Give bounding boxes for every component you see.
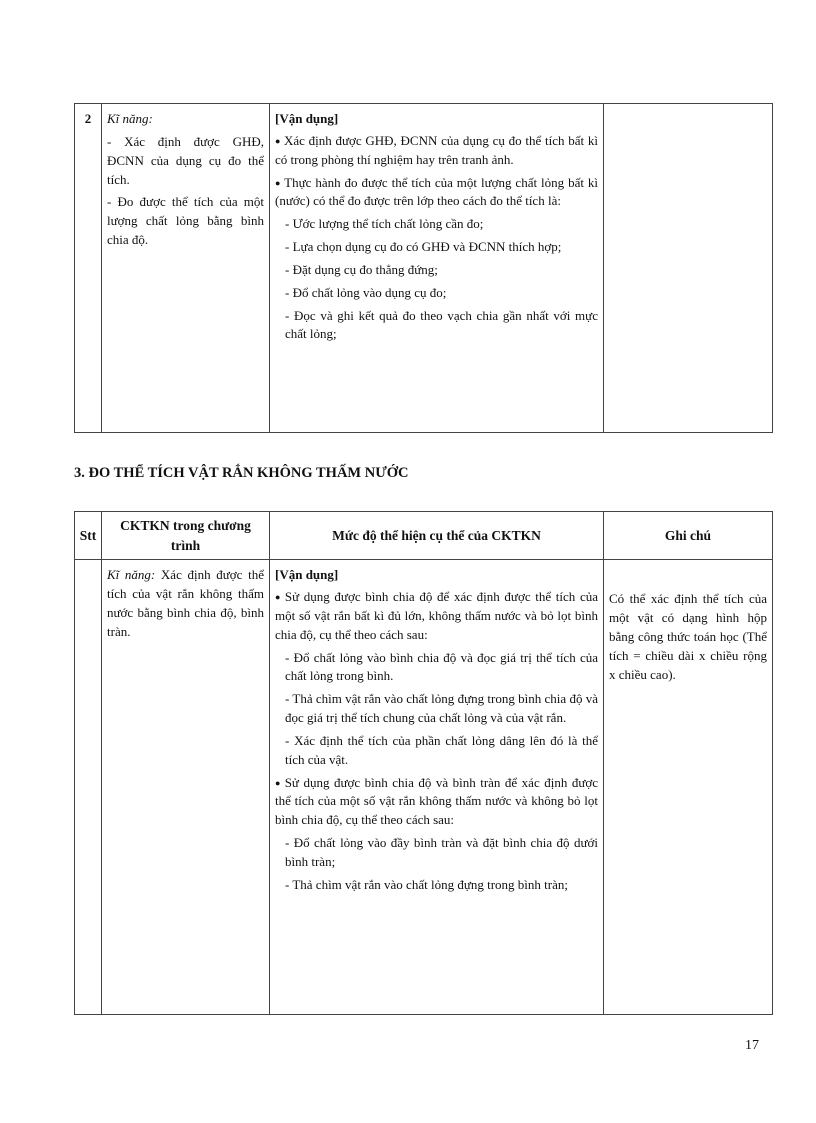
skill-text: Xác định được thể tích của vật rắn không thấm nước bằng bình chia độ, bình tràn. <box>107 567 264 639</box>
level-cell <box>270 104 604 433</box>
step-item: - Ước lượng thể tích chất lỏng cần đo; <box>285 216 484 232</box>
skill-item: - Xác định được GHĐ, ĐCNN của dụng cụ đo thể tích. <box>107 133 264 187</box>
column-header-level: Mức độ thể hiện cụ thể của CKTKN <box>270 512 604 560</box>
bullet-item: ● Sử dụng được bình chia độ và bình tràn để xác định được thể tích của một số vật rắn không thấm nước và không bỏ lọt bình chia độ, cụ thể theo cách sau: <box>275 774 598 831</box>
step-item: - Đọc và ghi kết quả đo theo vạch chia gần nhất với mực chất lỏng; <box>285 307 598 342</box>
page-number: 17 <box>745 1038 759 1053</box>
skill-title: Kĩ năng: <box>107 567 156 583</box>
skill-title: Kĩ năng: <box>107 111 153 126</box>
bullet-item: ● Sử dụng được bình chia độ để xác định được thể tích của một số vật rắn bất kì đủ lớn, không thấm nước và bỏ lọt bình chia độ, cụ thể theo cách sau: <box>275 588 598 645</box>
stt-cell <box>75 560 102 1015</box>
skills-table-2 <box>74 511 773 1015</box>
level-cell <box>270 560 604 1015</box>
section-heading: 3. ĐO THỂ TÍCH VẬT RẮN KHÔNG THẤM NƯỚC <box>74 465 409 481</box>
table-row <box>75 560 773 1015</box>
bullet-item: ● Thực hành đo được thể tích của một lượng chất lỏng bất kì (nước) có thể đo được trên lớp theo cách đo thể tích là: <box>275 174 598 212</box>
step-item: - Đặt dụng cụ đo thẳng đứng; <box>285 261 438 277</box>
bullet-item: ● Xác định được GHĐ, ĐCNN của dụng cụ đo thể tích bất kì có trong phòng thí nghiệm hay trên tranh ảnh. <box>275 132 598 170</box>
ckktn-cell <box>102 560 270 1015</box>
step-item: - Đổ chất lỏng vào bình chia độ và đọc giá trị thể tích của chất lỏng trong bình. <box>285 649 598 684</box>
step-item: - Thả chìm vật rắn vào chất lỏng đựng trong bình chia độ và đọc giá trị thể tích chung của chất lỏng và của vật rắn. <box>285 691 598 726</box>
note-cell: Có thể xác định thể tích của một vật có dạng hình hộp bằng công thức toán học (Thể tích = chiều dài x chiều rộng x chiều cao). <box>604 560 773 1015</box>
stt-cell: 2 <box>75 104 102 433</box>
skills-table-1 <box>74 103 773 433</box>
column-header-note: Ghi chú <box>604 512 773 560</box>
step-item: - Thả chìm vật rắn vào chất lỏng đựng trong bình tràn; <box>285 876 568 892</box>
step-item: - Đổ chất lỏng vào dụng cụ đo; <box>285 284 447 300</box>
column-header-stt: Stt <box>75 512 102 560</box>
column-header-ckktn: CKTKN trong chương trình <box>102 512 270 560</box>
skill-item: - Đo được thể tích của một lượng chất lỏng bằng bình chia độ. <box>107 194 264 248</box>
level-label: [Vận dụng] <box>275 111 339 126</box>
note-cell <box>604 104 773 433</box>
header-row <box>75 512 773 560</box>
skill-paragraph <box>107 566 264 641</box>
ckktn-cell <box>102 104 270 433</box>
step-item: - Lựa chọn dụng cụ đo có GHĐ và ĐCNN thích hợp; <box>285 239 562 255</box>
table-row <box>75 104 773 433</box>
step-item: - Xác định thể tích của phần chất lỏng dâng lên đó là thể tích của vật. <box>285 732 598 767</box>
step-item: - Đổ chất lỏng vào đầy bình tràn và đặt bình chia độ dưới bình tràn; <box>285 835 598 869</box>
level-label: [Vận dụng] <box>275 567 339 583</box>
